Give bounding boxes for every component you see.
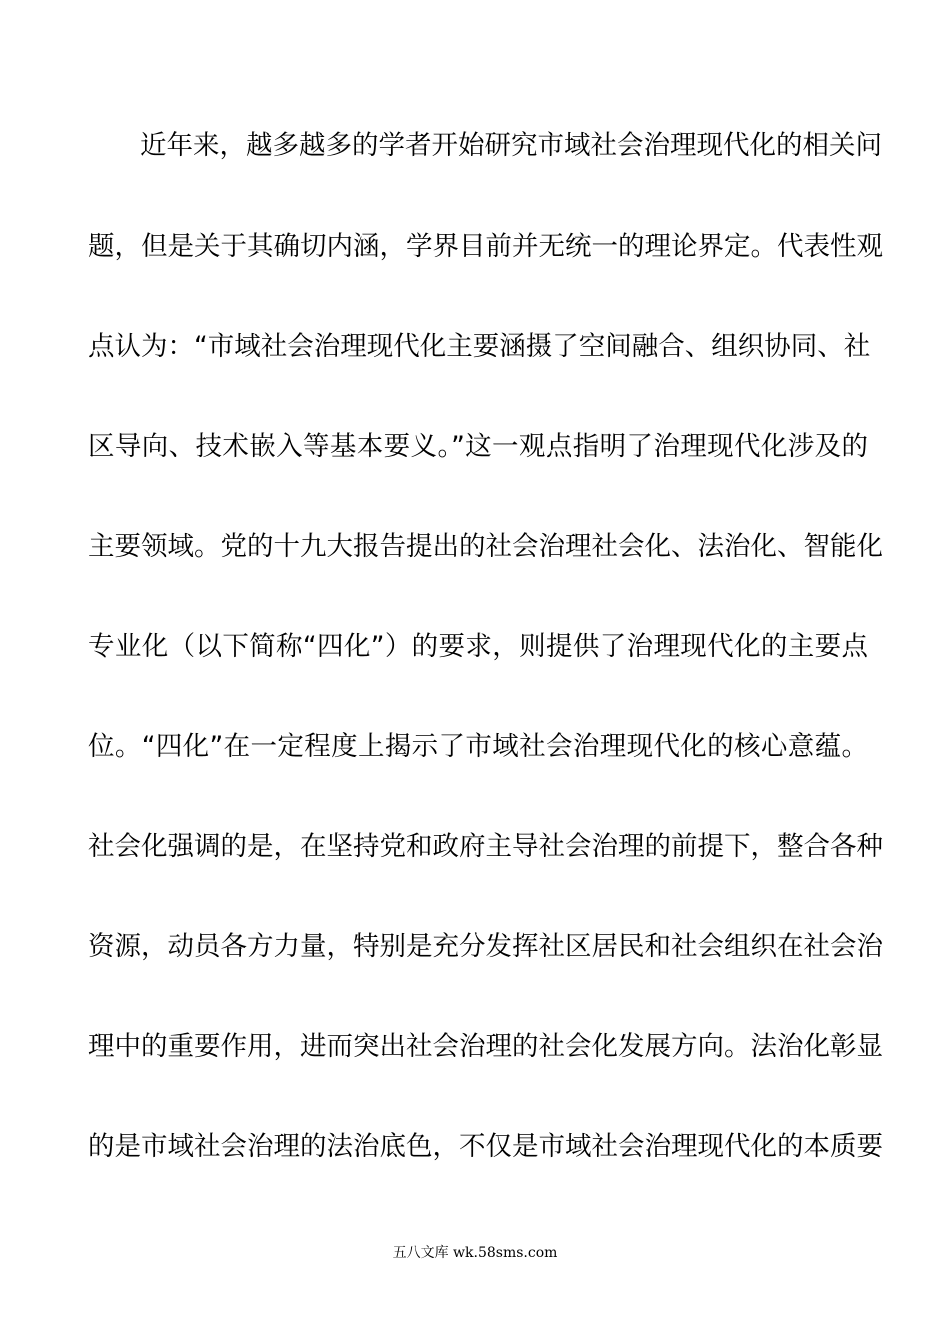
paragraph-line-5: 主要领域。党的十九大报告提出的社会治理社会化、法治化、智能化 <box>88 531 883 562</box>
paragraph-line-4: 区导向、技术嵌入等基本要义。”这一观点指明了治理现代化涉及的 <box>88 431 868 462</box>
footer-watermark: 五八文库 wk.58sms.com <box>392 1245 558 1261</box>
paragraph-line-10: 理中的重要作用，进而突出社会治理的社会化发展方向。法治化彰显 <box>88 1031 883 1062</box>
paragraph-line-8: 社会化强调的是，在坚持党和政府主导社会治理的前提下，整合各种 <box>88 831 883 862</box>
paragraph-line-6: 专业化（以下简称“四化”）的要求，则提供了治理现代化的主要点 <box>88 631 868 662</box>
paragraph-line-2: 题，但是关于其确切内涵，学界目前并无统一的理论界定。代表性观 <box>88 231 883 262</box>
paragraph-line-3: 点认为：“市域社会治理现代化主要涵摄了空间融合、组织协同、社 <box>88 331 871 362</box>
paragraph-line-7: 位。“四化”在一定程度上揭示了市域社会治理现代化的核心意蕴。 <box>88 731 868 762</box>
paragraph-line-9: 资源，动员各方力量，特别是充分发挥社区居民和社会组织在社会治 <box>88 931 883 962</box>
paragraph-line-1: 近年来，越多越多的学者开始研究市域社会治理现代化的相关问 <box>140 130 882 161</box>
paragraph-line-11: 的是市域社会治理的法治底色，不仅是市域社会治理现代化的本质要 <box>88 1131 883 1162</box>
